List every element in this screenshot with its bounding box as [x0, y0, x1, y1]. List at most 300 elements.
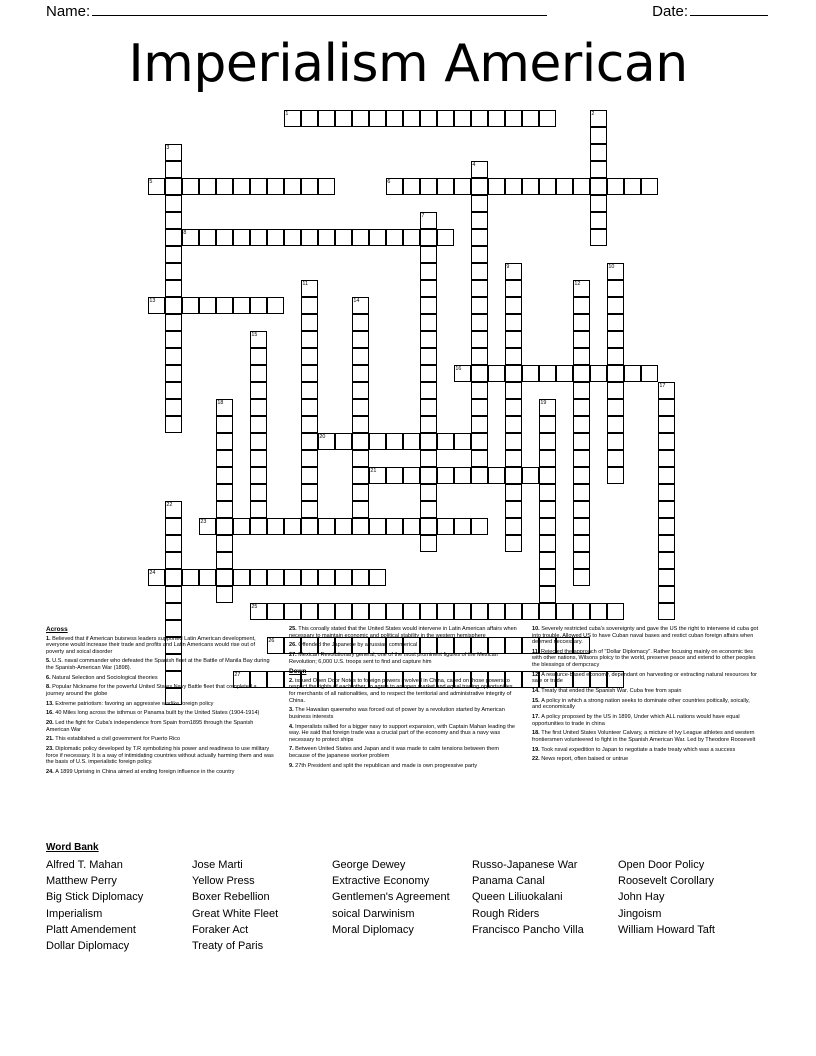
grid-cell[interactable] — [165, 569, 182, 586]
grid-cell[interactable] — [590, 195, 607, 212]
word-bank-item[interactable]: Russo-Japanese War — [472, 859, 578, 871]
grid-cell[interactable] — [216, 229, 233, 246]
grid-cell[interactable] — [658, 518, 675, 535]
grid-cell[interactable] — [318, 518, 335, 535]
word-bank-item[interactable]: Great White Fleet — [192, 907, 279, 920]
grid-cell[interactable] — [301, 382, 318, 399]
grid-cell[interactable] — [658, 399, 675, 416]
grid-cell[interactable] — [573, 569, 590, 586]
grid-cell[interactable] — [454, 518, 471, 535]
grid-cell[interactable] — [488, 603, 505, 620]
grid-cell[interactable] — [437, 178, 454, 195]
grid-cell[interactable] — [318, 110, 335, 127]
grid-cell[interactable] — [505, 501, 522, 518]
grid-cell[interactable] — [471, 212, 488, 229]
grid-cell[interactable] — [233, 297, 250, 314]
grid-cell[interactable] — [522, 603, 539, 620]
grid-cell[interactable] — [250, 603, 267, 620]
grid-cell[interactable] — [420, 178, 437, 195]
grid-cell[interactable] — [539, 110, 556, 127]
grid-cell[interactable] — [148, 569, 165, 586]
grid-cell[interactable] — [522, 178, 539, 195]
grid-cell[interactable] — [471, 365, 488, 382]
word-bank-item[interactable]: Rough Riders — [472, 907, 540, 920]
grid-cell[interactable] — [216, 535, 233, 552]
word-bank-item[interactable]: George Dewey — [332, 859, 406, 871]
grid-cell[interactable] — [267, 569, 284, 586]
grid-cell[interactable] — [505, 535, 522, 552]
grid-cell[interactable] — [505, 382, 522, 399]
grid-cell[interactable] — [352, 450, 369, 467]
grid-cell[interactable] — [352, 433, 369, 450]
grid-cell[interactable] — [420, 450, 437, 467]
grid-cell[interactable] — [539, 433, 556, 450]
grid-cell[interactable] — [471, 518, 488, 535]
grid-cell[interactable] — [250, 382, 267, 399]
word-bank-item[interactable]: Alfred T. Mahan — [46, 859, 123, 871]
grid-cell[interactable] — [539, 501, 556, 518]
grid-cell[interactable] — [420, 297, 437, 314]
grid-cell[interactable] — [352, 110, 369, 127]
grid-cell[interactable] — [250, 348, 267, 365]
grid-cell[interactable] — [250, 518, 267, 535]
grid-cell[interactable] — [165, 229, 182, 246]
grid-cell[interactable] — [335, 433, 352, 450]
grid-cell[interactable] — [403, 178, 420, 195]
grid-cell[interactable] — [165, 212, 182, 229]
grid-cell[interactable] — [590, 603, 607, 620]
grid-cell[interactable] — [573, 501, 590, 518]
grid-cell[interactable] — [641, 365, 658, 382]
grid-cell[interactable] — [573, 382, 590, 399]
grid-cell[interactable] — [590, 178, 607, 195]
grid-cell[interactable] — [573, 178, 590, 195]
grid-cell[interactable] — [250, 297, 267, 314]
grid-cell[interactable] — [658, 586, 675, 603]
grid-cell[interactable] — [301, 518, 318, 535]
grid-cell[interactable] — [505, 280, 522, 297]
grid-cell[interactable] — [267, 603, 284, 620]
grid-cell[interactable] — [505, 450, 522, 467]
grid-cell[interactable] — [505, 365, 522, 382]
grid-cell[interactable] — [420, 229, 437, 246]
grid-cell[interactable] — [318, 433, 335, 450]
grid-cell[interactable] — [267, 518, 284, 535]
grid-cell[interactable] — [335, 569, 352, 586]
grid-cell[interactable] — [148, 297, 165, 314]
grid-cell[interactable] — [556, 603, 573, 620]
grid-cell[interactable] — [590, 161, 607, 178]
grid-cell[interactable] — [658, 535, 675, 552]
grid-cell[interactable] — [420, 263, 437, 280]
grid-cell[interactable] — [216, 450, 233, 467]
grid-cell[interactable] — [165, 314, 182, 331]
grid-cell[interactable] — [505, 178, 522, 195]
grid-cell[interactable] — [471, 331, 488, 348]
grid-cell[interactable] — [607, 280, 624, 297]
grid-cell[interactable] — [437, 433, 454, 450]
grid-cell[interactable] — [420, 518, 437, 535]
grid-cell[interactable] — [369, 569, 386, 586]
grid-cell[interactable] — [505, 518, 522, 535]
grid-cell[interactable] — [539, 399, 556, 416]
grid-cell[interactable] — [454, 110, 471, 127]
grid-cell[interactable] — [199, 178, 216, 195]
grid-cell[interactable] — [284, 110, 301, 127]
grid-cell[interactable] — [250, 331, 267, 348]
grid-cell[interactable] — [573, 603, 590, 620]
word-bank-item[interactable]: Extractive Economy — [332, 875, 430, 888]
word-bank-item[interactable]: Yellow Press — [192, 875, 255, 888]
grid-cell[interactable] — [454, 178, 471, 195]
grid-cell[interactable] — [539, 178, 556, 195]
grid-cell[interactable] — [539, 518, 556, 535]
grid-cell[interactable] — [471, 229, 488, 246]
grid-cell[interactable] — [352, 399, 369, 416]
grid-cell[interactable] — [607, 603, 624, 620]
grid-cell[interactable] — [590, 229, 607, 246]
grid-cell[interactable] — [216, 484, 233, 501]
grid-cell[interactable] — [471, 382, 488, 399]
grid-cell[interactable] — [165, 399, 182, 416]
grid-cell[interactable] — [471, 348, 488, 365]
grid-cell[interactable] — [352, 331, 369, 348]
word-bank-item[interactable]: Queen Liliuokalani — [472, 891, 563, 904]
grid-cell[interactable] — [505, 467, 522, 484]
grid-cell[interactable] — [233, 178, 250, 195]
grid-cell[interactable] — [607, 399, 624, 416]
word-bank-item[interactable]: Treaty of Paris — [192, 940, 264, 953]
grid-cell[interactable] — [182, 178, 199, 195]
grid-cell[interactable] — [471, 161, 488, 178]
grid-cell[interactable] — [165, 586, 182, 603]
grid-cell[interactable] — [165, 297, 182, 314]
grid-cell[interactable] — [199, 518, 216, 535]
word-bank-item[interactable]: Gentlemen's Agreement — [332, 891, 450, 904]
grid-cell[interactable] — [301, 467, 318, 484]
grid-cell[interactable] — [658, 501, 675, 518]
grid-cell[interactable] — [233, 518, 250, 535]
grid-cell[interactable] — [420, 603, 437, 620]
grid-cell[interactable] — [250, 433, 267, 450]
grid-cell[interactable] — [301, 348, 318, 365]
grid-cell[interactable] — [420, 348, 437, 365]
grid-cell[interactable] — [607, 178, 624, 195]
grid-cell[interactable] — [216, 586, 233, 603]
grid-cell[interactable] — [352, 501, 369, 518]
grid-cell[interactable] — [471, 399, 488, 416]
grid-cell[interactable] — [352, 314, 369, 331]
grid-cell[interactable] — [386, 603, 403, 620]
grid-cell[interactable] — [199, 229, 216, 246]
word-bank-item[interactable]: soical Darwinism — [332, 907, 415, 920]
grid-cell[interactable] — [369, 467, 386, 484]
grid-cell[interactable] — [505, 314, 522, 331]
grid-cell[interactable] — [573, 552, 590, 569]
grid-cell[interactable] — [573, 433, 590, 450]
grid-cell[interactable] — [369, 603, 386, 620]
grid-cell[interactable] — [437, 603, 454, 620]
grid-cell[interactable] — [505, 348, 522, 365]
grid-cell[interactable] — [182, 297, 199, 314]
grid-cell[interactable] — [165, 603, 182, 620]
grid-cell[interactable] — [607, 433, 624, 450]
grid-cell[interactable] — [471, 178, 488, 195]
grid-cell[interactable] — [658, 382, 675, 399]
grid-cell[interactable] — [522, 467, 539, 484]
grid-cell[interactable] — [573, 297, 590, 314]
word-bank-item[interactable]: Roosevelt Corollary — [618, 875, 714, 888]
grid-cell[interactable] — [471, 433, 488, 450]
grid-cell[interactable] — [522, 365, 539, 382]
grid-cell[interactable] — [607, 365, 624, 382]
grid-cell[interactable] — [471, 467, 488, 484]
grid-cell[interactable] — [573, 314, 590, 331]
grid-cell[interactable] — [607, 348, 624, 365]
grid-cell[interactable] — [403, 229, 420, 246]
grid-cell[interactable] — [539, 552, 556, 569]
grid-cell[interactable] — [420, 314, 437, 331]
grid-cell[interactable] — [352, 603, 369, 620]
grid-cell[interactable] — [505, 297, 522, 314]
grid-cell[interactable] — [573, 399, 590, 416]
grid-cell[interactable] — [250, 229, 267, 246]
grid-cell[interactable] — [250, 365, 267, 382]
grid-cell[interactable] — [284, 603, 301, 620]
grid-cell[interactable] — [318, 569, 335, 586]
grid-cell[interactable] — [267, 297, 284, 314]
grid-cell[interactable] — [386, 518, 403, 535]
grid-cell[interactable] — [216, 416, 233, 433]
grid-cell[interactable] — [505, 603, 522, 620]
grid-cell[interactable] — [403, 433, 420, 450]
grid-cell[interactable] — [250, 501, 267, 518]
grid-cell[interactable] — [301, 484, 318, 501]
grid-cell[interactable] — [505, 110, 522, 127]
grid-cell[interactable] — [573, 348, 590, 365]
grid-cell[interactable] — [420, 331, 437, 348]
grid-cell[interactable] — [352, 348, 369, 365]
grid-cell[interactable] — [590, 110, 607, 127]
grid-cell[interactable] — [539, 467, 556, 484]
grid-cell[interactable] — [573, 280, 590, 297]
grid-cell[interactable] — [216, 467, 233, 484]
grid-cell[interactable] — [233, 569, 250, 586]
grid-cell[interactable] — [539, 569, 556, 586]
grid-cell[interactable] — [505, 484, 522, 501]
word-bank-item[interactable]: Moral Diplomacy — [332, 923, 414, 936]
grid-cell[interactable] — [386, 110, 403, 127]
grid-cell[interactable] — [386, 229, 403, 246]
grid-cell[interactable] — [216, 518, 233, 535]
grid-cell[interactable] — [437, 229, 454, 246]
word-bank-item[interactable]: Dollar Diplomacy — [46, 940, 130, 953]
grid-cell[interactable] — [573, 484, 590, 501]
grid-cell[interactable] — [165, 280, 182, 297]
grid-cell[interactable] — [420, 399, 437, 416]
grid-cell[interactable] — [488, 365, 505, 382]
grid-cell[interactable] — [420, 484, 437, 501]
grid-cell[interactable] — [420, 433, 437, 450]
word-bank-item[interactable]: Big Stick Diplomacy — [46, 891, 144, 904]
grid-cell[interactable] — [607, 382, 624, 399]
grid-cell[interactable] — [658, 484, 675, 501]
word-bank-item[interactable]: Francisco Pancho Villa — [472, 923, 584, 936]
grid-cell[interactable] — [471, 110, 488, 127]
grid-cell[interactable] — [352, 229, 369, 246]
grid-cell[interactable] — [539, 535, 556, 552]
word-bank-item[interactable]: Boxer Rebellion — [192, 891, 270, 904]
word-bank-item[interactable]: Platt Amendement — [46, 923, 136, 936]
grid-cell[interactable] — [624, 365, 641, 382]
grid-cell[interactable] — [539, 416, 556, 433]
grid-cell[interactable] — [284, 178, 301, 195]
grid-cell[interactable] — [420, 416, 437, 433]
grid-cell[interactable] — [216, 399, 233, 416]
grid-cell[interactable] — [301, 569, 318, 586]
word-bank-item[interactable]: William Howard Taft — [618, 923, 715, 936]
grid-cell[interactable] — [522, 110, 539, 127]
grid-cell[interactable] — [403, 603, 420, 620]
grid-cell[interactable] — [165, 518, 182, 535]
name-blank-rule[interactable] — [92, 2, 547, 16]
grid-cell[interactable] — [471, 280, 488, 297]
grid-cell[interactable] — [250, 416, 267, 433]
grid-cell[interactable] — [335, 110, 352, 127]
grid-cell[interactable] — [182, 229, 199, 246]
grid-cell[interactable] — [267, 229, 284, 246]
grid-cell[interactable] — [301, 110, 318, 127]
grid-cell[interactable] — [607, 450, 624, 467]
grid-cell[interactable] — [573, 416, 590, 433]
grid-cell[interactable] — [233, 229, 250, 246]
grid-cell[interactable] — [301, 416, 318, 433]
grid-cell[interactable] — [471, 195, 488, 212]
grid-cell[interactable] — [420, 501, 437, 518]
grid-cell[interactable] — [539, 586, 556, 603]
grid-cell[interactable] — [505, 399, 522, 416]
grid-cell[interactable] — [284, 518, 301, 535]
grid-cell[interactable] — [437, 518, 454, 535]
grid-cell[interactable] — [454, 365, 471, 382]
grid-cell[interactable] — [573, 331, 590, 348]
grid-cell[interactable] — [216, 552, 233, 569]
grid-cell[interactable] — [165, 263, 182, 280]
grid-cell[interactable] — [658, 450, 675, 467]
grid-cell[interactable] — [386, 433, 403, 450]
grid-cell[interactable] — [301, 314, 318, 331]
grid-cell[interactable] — [250, 569, 267, 586]
word-bank-item[interactable]: Jose Marti — [192, 859, 243, 871]
grid-cell[interactable] — [420, 365, 437, 382]
grid-cell[interactable] — [301, 365, 318, 382]
word-bank-item[interactable]: Foraker Act — [192, 923, 249, 936]
grid-cell[interactable] — [352, 569, 369, 586]
grid-cell[interactable] — [454, 603, 471, 620]
grid-cell[interactable] — [165, 365, 182, 382]
grid-cell[interactable] — [335, 518, 352, 535]
grid-cell[interactable] — [165, 161, 182, 178]
grid-cell[interactable] — [403, 467, 420, 484]
grid-cell[interactable] — [573, 467, 590, 484]
grid-cell[interactable] — [301, 603, 318, 620]
grid-cell[interactable] — [216, 297, 233, 314]
grid-cell[interactable] — [658, 467, 675, 484]
grid-cell[interactable] — [607, 263, 624, 280]
grid-cell[interactable] — [165, 382, 182, 399]
grid-cell[interactable] — [199, 297, 216, 314]
grid-cell[interactable] — [165, 416, 182, 433]
grid-cell[interactable] — [471, 416, 488, 433]
grid-cell[interactable] — [641, 178, 658, 195]
grid-cell[interactable] — [250, 484, 267, 501]
grid-cell[interactable] — [590, 365, 607, 382]
grid-cell[interactable] — [505, 416, 522, 433]
grid-cell[interactable] — [590, 212, 607, 229]
grid-cell[interactable] — [250, 178, 267, 195]
grid-cell[interactable] — [369, 433, 386, 450]
grid-cell[interactable] — [590, 127, 607, 144]
grid-cell[interactable] — [216, 501, 233, 518]
grid-cell[interactable] — [403, 518, 420, 535]
grid-cell[interactable] — [590, 144, 607, 161]
grid-cell[interactable] — [182, 569, 199, 586]
grid-cell[interactable] — [573, 518, 590, 535]
grid-cell[interactable] — [437, 110, 454, 127]
grid-cell[interactable] — [573, 535, 590, 552]
word-bank-item[interactable]: Open Door Policy — [618, 859, 705, 871]
grid-cell[interactable] — [352, 518, 369, 535]
grid-cell[interactable] — [165, 552, 182, 569]
grid-cell[interactable] — [505, 433, 522, 450]
grid-cell[interactable] — [607, 331, 624, 348]
grid-cell[interactable] — [539, 450, 556, 467]
grid-cell[interactable] — [488, 467, 505, 484]
grid-cell[interactable] — [165, 178, 182, 195]
grid-cell[interactable] — [471, 246, 488, 263]
grid-cell[interactable] — [420, 382, 437, 399]
grid-cell[interactable] — [284, 229, 301, 246]
grid-cell[interactable] — [301, 433, 318, 450]
grid-cell[interactable] — [216, 433, 233, 450]
grid-cell[interactable] — [352, 382, 369, 399]
grid-cell[interactable] — [318, 603, 335, 620]
grid-cell[interactable] — [250, 467, 267, 484]
grid-cell[interactable] — [471, 450, 488, 467]
grid-cell[interactable] — [301, 229, 318, 246]
grid-cell[interactable] — [471, 263, 488, 280]
grid-cell[interactable] — [301, 331, 318, 348]
grid-cell[interactable] — [607, 467, 624, 484]
grid-cell[interactable] — [301, 501, 318, 518]
grid-cell[interactable] — [369, 229, 386, 246]
grid-cell[interactable] — [454, 433, 471, 450]
grid-cell[interactable] — [301, 399, 318, 416]
grid-cell[interactable] — [301, 450, 318, 467]
grid-cell[interactable] — [420, 246, 437, 263]
grid-cell[interactable] — [403, 110, 420, 127]
grid-cell[interactable] — [165, 195, 182, 212]
grid-cell[interactable] — [216, 569, 233, 586]
grid-cell[interactable] — [420, 467, 437, 484]
word-bank-item[interactable]: Panama Canal — [472, 875, 545, 888]
grid-cell[interactable] — [658, 603, 675, 620]
grid-cell[interactable] — [488, 110, 505, 127]
word-bank-item[interactable]: John Hay — [618, 891, 665, 904]
grid-cell[interactable] — [165, 535, 182, 552]
grid-cell[interactable] — [301, 297, 318, 314]
grid-cell[interactable] — [352, 365, 369, 382]
